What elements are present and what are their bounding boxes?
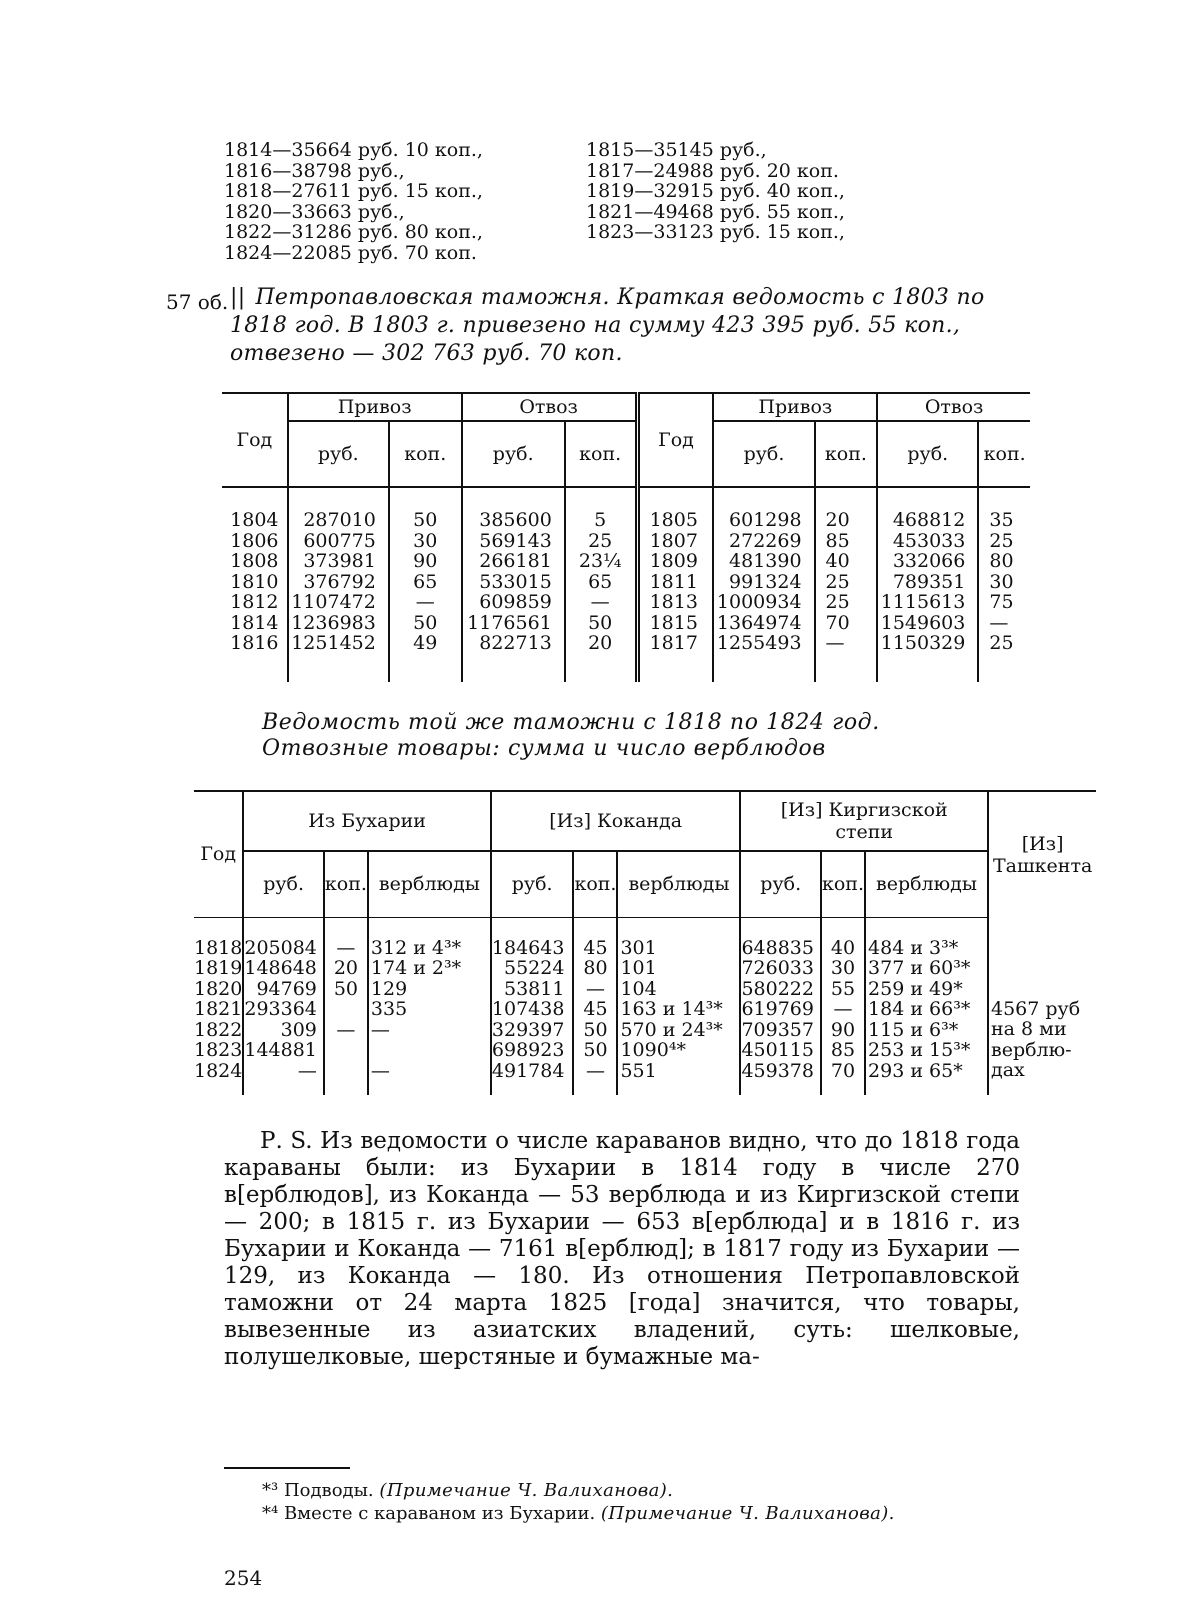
cell-line: 129	[370, 977, 408, 1000]
cell-line: 1815	[649, 611, 698, 634]
list-line: 1815—35145 руб.,	[586, 139, 767, 161]
cell-line: 85	[825, 529, 850, 552]
list-line: 1819—32915 руб. 40 коп.,	[586, 180, 845, 202]
cell-line: 1811	[649, 570, 698, 593]
cell-line: 619769	[741, 998, 814, 1020]
cell-line: 1364974	[716, 611, 802, 634]
cell-line: 144881	[244, 1039, 317, 1061]
cell-line: —	[336, 936, 356, 959]
customs-table-1818-1824	[194, 790, 1096, 1095]
cell-line: 551	[620, 1059, 657, 1082]
cell-line: 80	[583, 957, 608, 979]
cell-line: 1255493	[716, 632, 802, 654]
cell-line: 1150329	[880, 632, 966, 654]
footnote	[262, 1479, 895, 1502]
t1-export-header-2: Отвоз	[877, 393, 1030, 421]
cell-line: —	[415, 591, 435, 613]
cell-line: 259 и 49*	[868, 977, 963, 1000]
cell-line: —	[825, 632, 845, 654]
cell-line: 301	[620, 936, 657, 959]
t1-export-kop-left	[565, 487, 637, 682]
cell-line: 726033	[741, 957, 814, 979]
t1-export-rub-right	[877, 487, 978, 682]
cell-line: 75	[989, 591, 1014, 613]
t1-year-header: Год	[222, 393, 288, 487]
cell-line: 698923	[491, 1039, 565, 1061]
t2-kirghiz-kop	[821, 917, 865, 1095]
cell-line: 50	[413, 611, 438, 634]
cell-line: 1000934	[716, 591, 802, 613]
cell-line: 184 и 66³*	[868, 998, 971, 1020]
cell-line: 373981	[303, 550, 376, 572]
table2-heading	[262, 710, 880, 762]
cell-line	[371, 1040, 490, 1061]
cell-line: 25	[588, 529, 613, 552]
footnote-text: Подводы.	[283, 1480, 380, 1501]
t2-rub: руб.	[243, 851, 324, 917]
cell-line: 65	[413, 570, 438, 593]
t2-camels: верблюды	[368, 851, 491, 917]
t2-kirghiz-camels	[865, 917, 988, 1095]
t1-rub: руб.	[462, 421, 565, 487]
cell-line: 1821	[194, 998, 243, 1020]
cell-line: —	[370, 1018, 390, 1041]
t2-years	[194, 917, 243, 1095]
cell-line: 35	[989, 509, 1014, 531]
t2-camels: верблюды	[617, 851, 740, 917]
cell-line: 991324	[729, 570, 802, 593]
cell-line: 335	[370, 998, 408, 1020]
cell-line: 1822	[194, 1018, 243, 1041]
cell-line: 45	[583, 936, 608, 959]
cell-line: 184643	[491, 936, 565, 959]
cell-line: 309	[280, 1018, 317, 1041]
cell-line: 332066	[892, 550, 966, 572]
cell-line: —	[590, 591, 610, 613]
cell-line: 609859	[479, 591, 552, 613]
t1-years-left	[222, 487, 288, 682]
cell-line: 1090⁴*	[620, 1039, 686, 1061]
t1-kop: коп.	[815, 421, 878, 487]
cell-line: 822713	[479, 632, 552, 654]
cell-line: 266181	[479, 550, 552, 572]
cell-line: 1818	[194, 936, 243, 959]
cell-line: 450115	[741, 1039, 814, 1061]
cell-line: 1808	[230, 550, 279, 572]
cell-line: 50	[583, 1018, 608, 1041]
cell-line: 115 и 6³*	[868, 1018, 959, 1041]
cell-line: —	[585, 977, 605, 1000]
t1-body	[222, 487, 1030, 682]
cell-line: 253 и 15³*	[868, 1039, 971, 1061]
t2-body	[194, 917, 1096, 1095]
cell-line: 484 и 3³*	[868, 936, 959, 959]
cell-line: 459378	[741, 1059, 814, 1082]
cell-line: 1819	[194, 957, 243, 979]
cell-line: 1809	[649, 550, 698, 572]
t2-tashkent	[988, 917, 1096, 1095]
cell-line: 30	[830, 957, 856, 979]
t1-import-kop-left	[389, 487, 462, 682]
cell-line: 50	[588, 611, 613, 634]
cell-line: 789351	[892, 570, 966, 593]
t1-import-rub-right	[713, 487, 814, 682]
t2-bukhara-kop	[324, 917, 368, 1095]
heading-bar: ||	[230, 285, 246, 310]
t1-import-header: Привоз	[288, 393, 462, 421]
t2-rub: руб.	[491, 851, 574, 917]
t2-tashkent-header: [Из] Ташкента	[988, 791, 1096, 917]
top-list-right	[586, 140, 845, 243]
list-line: 1822—31286 руб. 80 коп.,	[224, 221, 483, 243]
cell-line: 272269	[729, 529, 802, 552]
t1-import-rub-left	[288, 487, 389, 682]
cell-line: 1813	[649, 591, 698, 613]
t1-import-kop-right	[815, 487, 878, 682]
list-line: 1814—35664 руб. 10 коп.,	[224, 139, 483, 161]
cell-line: 30	[413, 529, 438, 552]
list-line: 1824—22085 руб. 70 коп.	[224, 241, 477, 264]
cell-line: 1823	[194, 1039, 243, 1061]
customs-table-1803-1818	[222, 392, 1030, 682]
table2-heading-line2: Отвозные товары: сумма и число верблюдов	[262, 736, 826, 761]
cell-line: 453033	[892, 529, 966, 552]
cell-line: 1107472	[291, 591, 376, 613]
cell-line: 491784	[491, 1059, 565, 1082]
t2-kokand-kop	[573, 917, 617, 1095]
cell-line: 1816	[230, 632, 279, 654]
cell-line: 648835	[741, 936, 814, 959]
list-line: 1823—33123 руб. 15 коп.,	[586, 221, 845, 243]
cell-line: 1817	[649, 632, 698, 654]
t2-kokand-rub	[491, 917, 574, 1095]
footnotes	[262, 1479, 895, 1525]
list-line: 1820—33663 руб.,	[224, 200, 405, 223]
list-line: 1816—38798 руб.,	[224, 159, 405, 182]
cell-line: 1115613	[880, 591, 966, 613]
cell-line: 600775	[303, 529, 376, 552]
section-heading	[230, 284, 1030, 368]
cell-line: 90	[413, 550, 438, 572]
cell-line: 533015	[479, 570, 552, 593]
cell-line: 1806	[230, 529, 279, 552]
footnote-rule	[224, 1467, 350, 1469]
t2-kokand-header: [Из] Коканда	[491, 791, 741, 851]
postscript-paragraph	[224, 1128, 1020, 1371]
cell-line: 55224	[503, 957, 565, 979]
cell-line: 20	[825, 509, 850, 531]
cell-line	[325, 1061, 367, 1082]
t2-kirghiz-header: [Из] Киргизской степи	[740, 791, 988, 851]
table2-heading-line1: Ведомость той же таможни с 1818 по 1824 год.	[262, 710, 880, 735]
footnote-mark: *⁴	[262, 1503, 284, 1524]
t2-bukhara-rub	[243, 917, 324, 1095]
footnote-note: (Примечание Ч. Валиханова).	[600, 1503, 895, 1524]
cell-line	[325, 1040, 367, 1061]
cell-line: 163 и 14³*	[620, 998, 723, 1020]
cell-line: 205084	[244, 936, 317, 959]
t1-kop: коп.	[978, 421, 1030, 487]
cell-line: 80	[989, 550, 1014, 572]
cell-line: 25	[989, 632, 1014, 654]
cell-line: 40	[825, 550, 850, 572]
cell-line: 25	[989, 529, 1014, 552]
cell-line: 481390	[729, 550, 802, 572]
t1-year-header-2: Год	[637, 393, 713, 487]
t1-export-rub-left	[462, 487, 565, 682]
cell-line: 5	[594, 509, 607, 531]
list-line: 1821—49468 руб. 55 коп.,	[586, 200, 845, 223]
cell-line: 23¼	[578, 550, 622, 572]
cell-line: 376792	[303, 570, 376, 593]
top-list-left	[224, 140, 483, 263]
t1-kop: коп.	[389, 421, 462, 487]
heading-text: Петропавловская таможня. Краткая ведомость с 1803 по 1818 год. В 1803 г. привезено на сумму 423 395 руб. 55 коп., отвезено — 302 763 руб. 70 коп.	[230, 285, 985, 366]
cell-line: 377 и 60³*	[868, 957, 971, 979]
margin-note: 57 об.	[166, 290, 229, 314]
postscript-text: Р. S. Из ведомости о числе караванов видно, что до 1818 года караваны были: из Бухарии в 1814 году в числе 270 в[ерблюдов], из Коканда — 53 верблюда и из Киргизской степи — 200; в 1815 г. из Бухарии — 653 в[ерблюда] и в 1816 г. из Бухарии и Коканда — 7161 в[ерблюд]; в 1817 году из Бухарии — 129, из Коканда — 180. Из отношения Петропавловской таможни от 24 марта 1825 [года] значится, что товары, вывезенные из азиатских владений, суть: шелковые, полушелковые, шерстяные и бумажные ма-	[224, 1128, 1020, 1370]
cell-line: 1251452	[291, 632, 376, 654]
t2-kokand-camels	[617, 917, 740, 1095]
cell-line: 90	[830, 1018, 856, 1041]
cell-line: 50	[413, 509, 438, 531]
cell-line: 580222	[741, 977, 814, 1000]
cell-line: 293364	[244, 998, 317, 1020]
cell-line: 53811	[503, 977, 565, 1000]
cell-line: 94769	[256, 977, 317, 1000]
cell-line: 1824	[194, 1059, 243, 1082]
cell-line: дах	[991, 1059, 1025, 1081]
cell-line: 65	[588, 570, 613, 593]
cell-line: 25	[825, 591, 850, 613]
cell-line: 1549603	[880, 611, 966, 634]
cell-line: 40	[830, 936, 856, 959]
t2-kop: коп.	[324, 851, 368, 917]
list-line: 1817—24988 руб. 20 коп.	[586, 159, 839, 182]
t2-camels: верблюды	[865, 851, 988, 917]
cell-line: —	[585, 1059, 605, 1082]
t1-years-right	[637, 487, 713, 682]
cell-line: 107438	[491, 998, 565, 1020]
cell-line: 1805	[649, 509, 698, 531]
cell-line	[325, 999, 367, 1020]
cell-line: 329397	[491, 1018, 565, 1041]
cell-line	[991, 958, 1096, 979]
cell-line: 1810	[230, 570, 279, 593]
cell-line: 148648	[244, 957, 317, 979]
cell-line: 101	[620, 957, 657, 979]
cell-line: 570 и 24³*	[620, 1018, 723, 1041]
cell-line: 287010	[303, 509, 376, 531]
t2-bukhara-camels	[368, 917, 491, 1095]
cell-line: 104	[620, 977, 657, 1000]
cell-line: 1820	[194, 977, 243, 1000]
t2-year-header: Год	[194, 791, 243, 917]
cell-line: 174 и 2³*	[370, 957, 462, 979]
cell-line: —	[336, 1018, 356, 1041]
cell-line: 55	[830, 977, 856, 1000]
cell-line: —	[989, 611, 1009, 634]
list-line: 1818—27611 руб. 15 коп.,	[224, 180, 483, 202]
cell-line: 85	[830, 1039, 856, 1061]
cell-line: 293 и 65*	[868, 1059, 963, 1082]
t1-rub: руб.	[713, 421, 814, 487]
cell-line: 45	[583, 998, 608, 1020]
t1-export-kop-right	[978, 487, 1030, 682]
cell-line: —	[297, 1059, 317, 1082]
cell-line: 1814	[230, 611, 279, 634]
footnote	[262, 1502, 895, 1525]
footnote-mark: *³	[262, 1480, 284, 1501]
cell-line: 50	[583, 1039, 608, 1061]
cell-line: 49	[413, 632, 438, 654]
cell-line: 385600	[479, 509, 552, 531]
footnote-text: Вместе с караваном из Бухарии.	[283, 1503, 601, 1524]
cell-line: 20	[333, 957, 358, 979]
footnote-note: (Примечание Ч. Валиханова).	[379, 1480, 674, 1501]
page-number: 254	[224, 1566, 263, 1590]
t2-rub: руб.	[740, 851, 821, 917]
cell-line: 312 и 4³*	[370, 936, 462, 959]
cell-line: 4567 руб	[991, 997, 1081, 1020]
t2-bukhara-header: Из Бухарии	[243, 791, 491, 851]
cell-line: верблю-	[991, 1038, 1072, 1061]
cell-line: 709357	[741, 1018, 814, 1041]
cell-line: 30	[989, 570, 1014, 593]
cell-line: 20	[588, 632, 613, 654]
cell-line	[991, 937, 1096, 958]
t1-rub: руб.	[877, 421, 978, 487]
t1-import-header-2: Привоз	[713, 393, 877, 421]
cell-line	[991, 978, 1096, 999]
cell-line: 50	[333, 977, 358, 1000]
cell-line: 25	[825, 570, 850, 593]
cell-line: —	[833, 998, 853, 1020]
cell-line: 468812	[892, 509, 966, 531]
cell-line: 1812	[230, 591, 279, 613]
cell-line: 1236983	[291, 611, 376, 634]
t2-kop: коп.	[573, 851, 617, 917]
cell-line: 70	[830, 1059, 856, 1082]
cell-line: 1804	[230, 509, 279, 531]
t1-kop: коп.	[565, 421, 637, 487]
t1-export-header: Отвоз	[462, 393, 637, 421]
cell-line: 569143	[479, 529, 552, 552]
cell-line: 601298	[729, 509, 802, 531]
t1-rub: руб.	[288, 421, 389, 487]
cell-line: 1176561	[467, 611, 552, 634]
cell-line: 1807	[649, 529, 698, 552]
cell-line: на 8 ми	[991, 1018, 1067, 1040]
cell-line: —	[370, 1059, 390, 1082]
t2-kirghiz-rub	[740, 917, 821, 1095]
t2-kop: коп.	[821, 851, 865, 917]
cell-line: 70	[825, 611, 850, 634]
